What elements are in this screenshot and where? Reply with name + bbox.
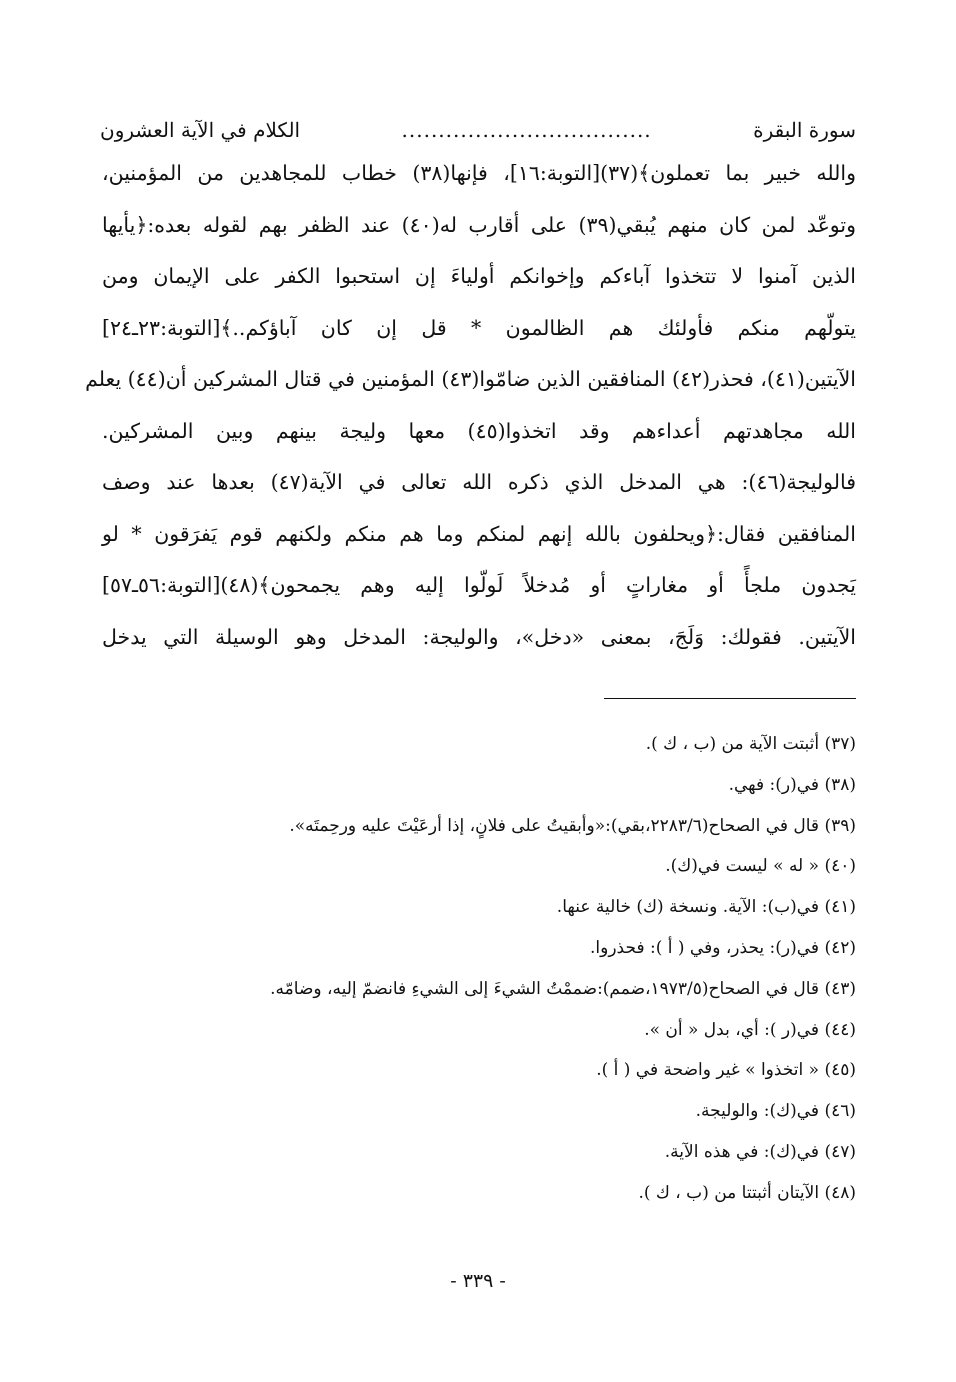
footnotes-block bbox=[96, 726, 856, 1216]
header-surah-name: سورة البقرة bbox=[753, 118, 856, 142]
running-header bbox=[100, 108, 856, 142]
footnote-item: (٤٠) « له » ليست في(ك). bbox=[665, 856, 856, 877]
header-leader-dots: .................................. bbox=[401, 118, 652, 142]
footnote-item: (٤٢) في(ر): يحذر، وفي ( أ ): فحذروا. bbox=[590, 937, 856, 958]
footnote-item: (٣٨) في(ر): فهي. bbox=[728, 774, 856, 795]
footnote-item: (٤٦) في(ك): والوليجة. bbox=[695, 1101, 856, 1122]
body-line: الآيتين. فقولك: وَلَجَ، بمعنى «دخل»، والوليجة: المدخل وهو الوسيلة التي يدخل bbox=[102, 624, 856, 649]
footnote-item: (٤٥) « اتخذوا » غير واضحة في ( أ ). bbox=[596, 1060, 856, 1081]
body-line: الآيتين(٤١)، فحذر(٤٢) المنافقين الذين ضامّوا(٤٣) المؤمنين في قتال المشركين أن(٤٤) يعلم bbox=[85, 367, 856, 391]
body-line: الله مجاهدتهم أعداءهم وقد اتخذوا(٤٥) معها وليجة بينهم وبين المشركين. bbox=[102, 418, 856, 443]
page-number: - ٣٣٩ - bbox=[450, 1270, 506, 1292]
main-text-block bbox=[85, 148, 857, 663]
header-topic: الكلام في الآية العشرون bbox=[100, 118, 301, 142]
footnote-item: (٤٧) في(ك): في هذه الآية. bbox=[664, 1141, 856, 1162]
footnote-separator bbox=[604, 698, 856, 699]
body-line: فالوليجة(٤٦): هي المدخل الذي ذكره الله تعالى في الآية(٤٧) بعدها عند وصف bbox=[102, 470, 857, 494]
footnote-item: (٤٤) في(ر ): أي، بدل « أن ». bbox=[644, 1019, 856, 1040]
footnote-item: (٤٨) الآيتان أثبتتا من (ب ، ك ). bbox=[638, 1182, 856, 1203]
footnote-item: (٣٧) أثبتت الآية من (ب ، ك ). bbox=[645, 734, 856, 754]
body-line: يتولّهم منكم فأولئك هم الظالمون * قل إن كان آباؤكم..﴾[التوبة:٢٣ـ٢٤] bbox=[102, 315, 856, 340]
body-line: وتوعّد لمن كان منهم يُبقي(٣٩) على أقارب له(٤٠) عند الظفر بهم لقوله بعده:﴿يأيها bbox=[102, 212, 856, 237]
body-line: يَجدون ملجأً أو مغاراتٍ أو مُدخلاً لَولّوا إليه وهم يجمحون﴾(٤٨)[التوبة:٥٦ـ٥٧] bbox=[102, 573, 856, 597]
body-line: والله خبير بما تعملون﴾(٣٧)[التوبة:١٦]، فإنها(٣٨) خطاب للمجاهدين من المؤمنين، bbox=[102, 161, 857, 185]
footnote-item: (٤٣) قال في الصحاح(١٩٧٣/٥،ضمم):ضممْتُ الشيءَ إلى الشيءِ فانضمّ إليه، وضامّه. bbox=[270, 978, 856, 999]
body-line: المنافقين فقال:﴿ويحلفون بالله إنهم لمنكم وما هم منكم ولكنهم قوم يَفرَقون * لو bbox=[102, 521, 856, 546]
body-line: الذين آمنوا لا تتخذوا آباءكم وإخوانكم أولياءَ إن استحبوا الكفر على الإيمان ومن bbox=[102, 264, 856, 288]
footnote-item: (٤١) في(ب): الآية. ونسخة (ك) خالية عنها. bbox=[556, 897, 856, 918]
footnote-item: (٣٩) قال في الصحاح(٢٢٨٣/٦،بقي):«وأبقيتُ على فلانٍ، إذا أرعَيْتَ عليه ورحِمتَه». bbox=[289, 815, 856, 836]
